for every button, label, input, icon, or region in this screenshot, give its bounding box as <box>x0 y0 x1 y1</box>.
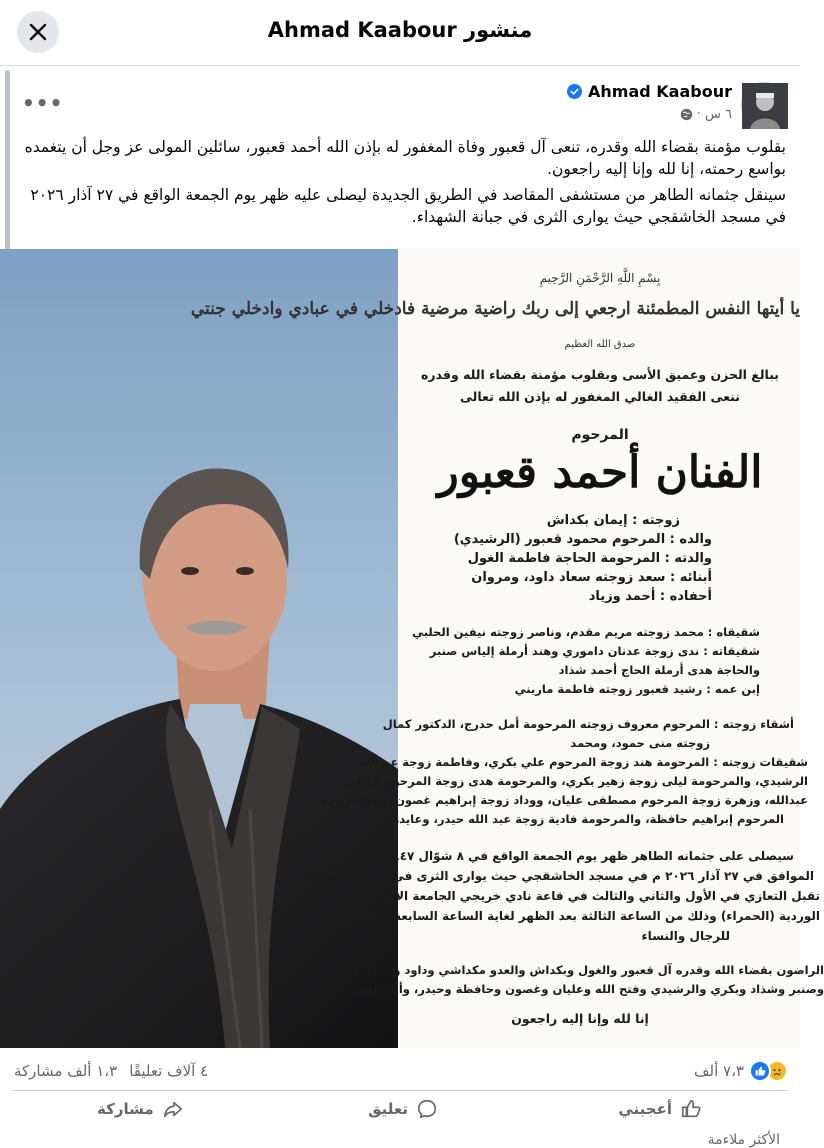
portrait-photo <box>0 249 398 1048</box>
sadaqa-text: صدق الله العظيم <box>564 339 636 350</box>
post-image[interactable] <box>0 249 824 1048</box>
quran-verse: يا أيتها النفس المطمئنة ارجعي إلى ربك راضية مرضية فادخلي في عبادي وادخلي جنتي <box>190 299 800 319</box>
share-button[interactable] <box>97 1091 184 1127</box>
like-reaction-icon <box>749 1060 771 1082</box>
funeral-line: تقبل التعازي في الأول والثاني والثالث في قاعة نادي خريجي الجامعة الأمريكية Alumni <box>305 889 820 903</box>
basmala: بِسْمِ اللَّهِ الرَّحْمَنِ الرَّحِيمِ <box>539 271 661 285</box>
family-line: المرحوم إبراهيم حافظة، والمرحومة فادية زوجة عبد الله حيدر، وعايدة <box>392 812 784 826</box>
funeral-line: سيصلى على جثمانه الطاهر ظهر يوم الجمعة الواقع في ٨ شوّال ١٤٤٧ هـ <box>368 849 794 863</box>
post-body <box>12 136 786 232</box>
post-paragraph: سينقل جثمانه الطاهر من مستشفى المقاصد في الطريق الجديدة ليصلى عليه ظهر يوم الجمعة الواقع في ٢٧ آذار ٢٠٢٦ في مسجد الخاشقجي حيث يوارى الثرى في جبانة الشهداء. <box>30 186 786 226</box>
families-line: الراضون بقضاء الله وقدره آل قعبور والغول وبكداش والعدو مكداشي وداود ومقدم والحلبي <box>314 963 824 977</box>
family-line: أبنائه : سعد زوجته سعاد داود، ومروان <box>471 570 712 585</box>
share-label: مشاركة <box>97 1100 154 1118</box>
more-options-button[interactable]: ••• <box>22 91 64 115</box>
deceased-name: الفنان أحمد قعبور <box>437 447 763 498</box>
family-line: شقيقاه : محمد زوجته مريم مقدم، وناصر زوجته نيفين الحلبي <box>412 625 760 639</box>
thumbs-up-icon <box>680 1098 702 1120</box>
page-title: منشور Ahmad Kaabour <box>267 18 533 42</box>
share-count[interactable]: ١،٣ ألف مشاركة <box>14 1062 118 1080</box>
comment-sort-label[interactable]: الأكثر ملاءمة <box>707 1132 780 1148</box>
reaction-count[interactable]: ٧،٣ ألف <box>693 1062 744 1080</box>
family-line: زوجته : إيمان بكداش <box>546 513 680 528</box>
family-line: إبن عمه : رشيد قعبور زوجته فاطمة ماريني <box>514 682 760 696</box>
post-actions <box>0 1091 800 1127</box>
verified-badge-icon <box>567 84 582 99</box>
post-header <box>0 66 800 136</box>
late-label: المرحوم <box>571 427 629 443</box>
like-label: أعجبني <box>618 1100 672 1118</box>
globe-icon <box>680 108 693 121</box>
like-button[interactable] <box>618 1091 702 1127</box>
obituary-intro: ننعى الفقيد الغالي المغفور له بإذن الله تعالى <box>460 389 740 404</box>
family-line: شقيقات زوجته : المرحومة هند زوجة المرحوم علي بكري، وفاطمة زوجة عبدالله <box>359 755 808 769</box>
obituary-intro: ببالغ الحزن وعميق الأسى وبقلوب مؤمنة بقضاء الله وقدره <box>420 367 780 382</box>
family-line: والدته : المرحومة الحاجة فاطمة الغول <box>467 551 712 566</box>
funeral-line: للرجال والنساء <box>641 929 730 943</box>
family-line: عبدالله، وزهرة زوجة المرحوم مصطفى عليان، ووداد زوجة إبراهيم غصون، ووفاء زوجة <box>321 793 808 807</box>
obituary-card <box>190 249 824 1048</box>
post-time[interactable]: ٦ س · <box>696 107 732 122</box>
funeral-line: الوردية (الحمراء) وذلك من الساعة الثالثة بعد الظهر لغاية الساعة السابعة مساءً <box>359 909 820 923</box>
family-line: أحفاده : أحمد وزياد <box>588 589 712 604</box>
author-name[interactable]: Ahmad Kaabour <box>588 82 732 101</box>
funeral-line: الموافق في ٢٧ آذار ٢٠٢٦ م في مسجد الخاشقجي حيث يوارى الثرى في جبانة الشهداء <box>308 869 814 883</box>
family-line: والده : المرحوم محمود قعبور (الرشيدي) <box>453 532 712 547</box>
closing-line: إنا لله وإنا إليه راجعون <box>511 1011 649 1026</box>
family-line: أشقاء زوجته : المرحوم معروف زوجته المرحومة أمل حدرج، الدكتور كمال <box>382 717 794 731</box>
families-line: وصنبر وشذاد وبكري والرشيدي وفتح الله وعليان وغصون وحافظة وحيدر، وأنسباؤهم <box>349 982 824 996</box>
reactions-summary <box>0 1048 800 1094</box>
comment-label: تعليق <box>368 1100 408 1118</box>
family-line: شقيقاته : ندى زوجة عدنان داموري وهند أرملة إلياس صنبر <box>429 644 760 658</box>
post-dialog-header <box>0 0 800 66</box>
family-line: الرشيدي، والمرحومة ليلى زوجة زهير بكري، والمرحومة هدى زوجة المرحوم عدنان <box>347 774 808 788</box>
family-line: والحاجة هدى أرملة الحاج أحمد شذاد <box>558 663 760 677</box>
share-icon <box>162 1098 184 1120</box>
avatar-image <box>742 83 788 129</box>
post-paragraph: بقلوب مؤمنة بقضاء الله وقدره، تنعى آل قعبور وفاة المغفور له بإذن الله أحمد قعبور، سائلين المولى عز وجل أن يتغمده بواسع رحمته، إنا لله وإنا إليه راجعون. <box>24 138 786 178</box>
comment-button[interactable] <box>368 1091 438 1127</box>
comment-icon <box>416 1098 438 1120</box>
reaction-icons[interactable] <box>749 1060 788 1082</box>
family-line: زوجته منى حمود، ومحمد <box>570 736 710 750</box>
avatar[interactable] <box>741 82 787 128</box>
comment-count[interactable]: ٤ آلاف تعليقًا <box>129 1062 209 1080</box>
